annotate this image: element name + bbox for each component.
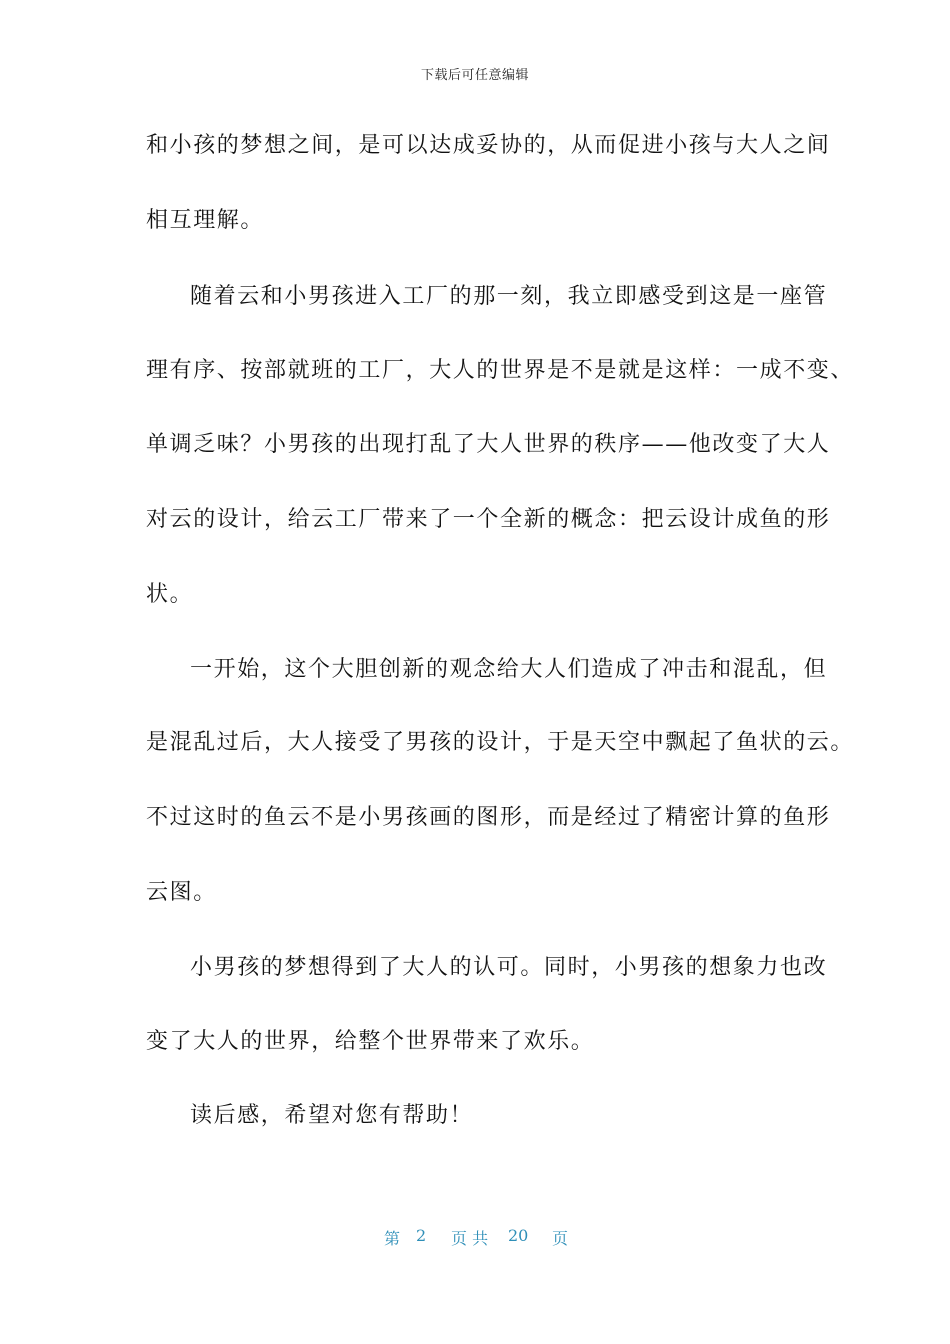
- page-footer: [0, 1226, 950, 1250]
- text-line: 和小孩的梦想之间，是可以达成妥协的，从而促进小孩与大人之间: [146, 133, 831, 158]
- text-line: 是混乱过后，大人接受了男孩的设计，于是天空中飘起了鱼状的云。: [146, 730, 855, 755]
- text-line: 云图。: [146, 880, 217, 905]
- paragraph-first-line: 读后感，希望对您有帮助！: [190, 1103, 474, 1128]
- footer-di: 第: [384, 1229, 401, 1248]
- text-line: 对云的设计，给云工厂带来了一个全新的概念：把云设计成鱼的形: [146, 507, 831, 532]
- footer-total-pages: 20: [508, 1226, 529, 1245]
- paragraph-first-line: 一开始，这个大胆创新的观念给大人们造成了冲击和混乱，但: [190, 657, 828, 682]
- text-line: 理有序、按部就班的工厂，大人的世界是不是就是这样：一成不变、: [146, 358, 855, 383]
- footer-ye: 页: [552, 1229, 569, 1248]
- text-line: 变了大人的世界，给整个世界带来了欢乐。: [146, 1029, 595, 1054]
- text-line: 不过这时的鱼云不是小男孩画的图形，而是经过了精密计算的鱼形: [146, 805, 831, 830]
- page-header: 下载后可任意编辑: [420, 68, 529, 83]
- text-line: 状。: [146, 582, 194, 607]
- text-line: 单调乏味？小男孩的出现打乱了大人世界的秩序——他改变了大人: [146, 432, 831, 457]
- paragraph-first-line: 随着云和小男孩进入工厂的那一刻，我立即感受到这是一座管: [190, 284, 828, 309]
- footer-page-number: 2: [416, 1226, 427, 1245]
- text-line: 相互理解。: [146, 208, 265, 233]
- footer-ye-gong: 页 共: [451, 1229, 489, 1248]
- paragraph-first-line: 小男孩的梦想得到了大人的认可。同时，小男孩的想象力也改: [190, 955, 828, 980]
